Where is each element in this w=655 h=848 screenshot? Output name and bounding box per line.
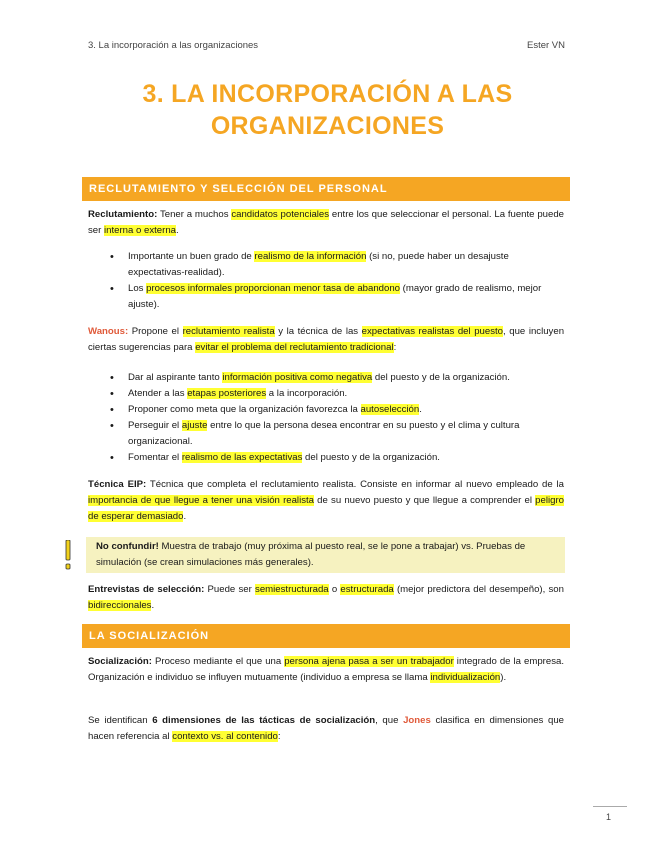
term-label: Técnica EIP: [88,479,147,490]
text: , que [375,715,404,726]
text: (mejor predictora del desempeño), son [393,584,564,595]
text: Dar al aspirante tanto [128,372,223,383]
highlight: evitar el problema del reclutamiento tradicional [195,342,394,353]
text: integrado de la empresa. Organización e individuo se influyen mutuamente (individuo a empresa se llama [88,656,564,683]
text: y la técnica de las [274,326,362,337]
text: ). [500,672,507,683]
highlight: candidatos potenciales [231,209,330,220]
term-label: Entrevistas de selección: [88,584,205,595]
page-title [80,78,575,142]
list-item [108,370,564,386]
text: . [176,225,179,236]
term-label: Reclutamiento: [88,209,158,220]
text: : [277,731,281,742]
highlight: información positiva como negativa [222,372,373,383]
text: Fomentar el [128,452,182,463]
text: Técnica que completa el reclutamiento realista. Consiste en informar al nuevo empleado de la [146,479,564,490]
text: Los [128,283,147,294]
page-number: 1 [606,812,612,822]
title-line-1: 3. LA INCORPORACIÓN A LAS [142,80,513,108]
paragraph-dimensiones [88,713,564,745]
highlight: bidireccionales [88,600,152,611]
text: del puesto y de la organización. [372,372,510,383]
list-item [108,249,564,281]
footer-divider [593,806,627,807]
text: (mayor grado de realismo, mejor ajuste). [128,283,542,310]
list-item [108,418,564,450]
text: del puesto y de la organización. [302,452,440,463]
page-header [88,40,565,51]
header-author: Ester VN [526,40,565,51]
text: (si no, puede haber un desajuste expectativas-realidad). [128,251,509,278]
text: clasifica en dimensiones que hacen referencia al [88,715,564,742]
paragraph-socializacion [88,654,564,686]
text: o [328,584,341,595]
text: Puede ser [204,584,256,595]
highlight: ajuste [181,420,208,431]
highlight: expectativas realistas del puesto [361,326,504,337]
list-item [108,281,564,313]
text: Proponer como meta que la organización favorezca la [128,404,361,415]
highlight: contexto vs. al contenido [172,731,278,742]
exclamation-icon [63,540,73,572]
author-name: Jones [403,715,431,726]
paragraph-reclutamiento [88,207,564,239]
list-item [108,402,564,418]
highlight: realismo de la información [254,251,367,262]
list-item [108,386,564,402]
note-text [96,539,566,571]
paragraph-wanous [88,324,564,356]
bullet-list-2 [108,370,564,466]
text: Tener a muchos [157,209,232,220]
text: Muestra de trabajo (muy próxima al puesto real, se le pone a trabajar) vs. Pruebas de simulación (se crean simulaciones más generales). [96,541,526,568]
text: Perseguir el [128,420,182,431]
paragraph-tecnica-eip [88,477,564,525]
note-label: No confundir! [96,541,159,552]
term-label: Socialización: [88,656,152,667]
text: Proceso mediante el que una [151,656,285,667]
highlight: autoselección [360,404,420,415]
text: : [393,342,397,353]
highlight: interna o externa [104,225,176,236]
text: . [419,404,422,415]
highlight: importancia de que llegue a tener una visión realista [88,495,314,506]
highlight: etapas posteriores [187,388,267,399]
text: entre los que seleccionar el personal. La fuente puede ser [88,209,565,236]
author-name: Wanous: [88,326,129,337]
highlight: individualización [430,672,501,683]
text: Propone el [128,326,183,337]
highlight: estructurada [340,584,394,595]
highlight: semiestructurada [255,584,329,595]
text: Importante un buen grado de [128,251,255,262]
paragraph-entrevistas [88,582,564,614]
text: Se identifican [88,715,153,726]
text: . [151,600,155,611]
title-line-2: ORGANIZACIONES [210,112,445,140]
header-chapter: 3. La incorporación a las organizaciones [88,40,259,51]
text: Atender a las [128,388,188,399]
section-heading-reclutamiento: RECLUTAMIENTO Y SELECCIÓN DEL PERSONAL [82,177,570,201]
highlight: realismo de las expectativas [181,452,303,463]
list-item [108,450,564,466]
highlight: persona ajena pasa a ser un trabajador [284,656,454,667]
section-heading-socializacion: LA SOCIALIZACIÓN [82,624,570,648]
highlight: reclutamiento realista [182,326,275,337]
text: entre lo que la persona desea encontrar en su puesto y el clima y cultura organizacional. [128,420,520,447]
text: a la incorporación. [266,388,348,399]
highlight: peligro de esperar demasiado [88,495,564,522]
text: , que incluyen ciertas sugerencias para [88,326,565,353]
text: de su nuevo puesto y que llegue a comprender el [314,495,536,506]
text: . [183,511,187,522]
highlight: procesos informales proporcionan menor tasa de abandono [146,283,401,294]
bullet-list-1 [108,249,564,313]
bold-text: 6 dimensiones de las tácticas de socialización [152,715,376,726]
